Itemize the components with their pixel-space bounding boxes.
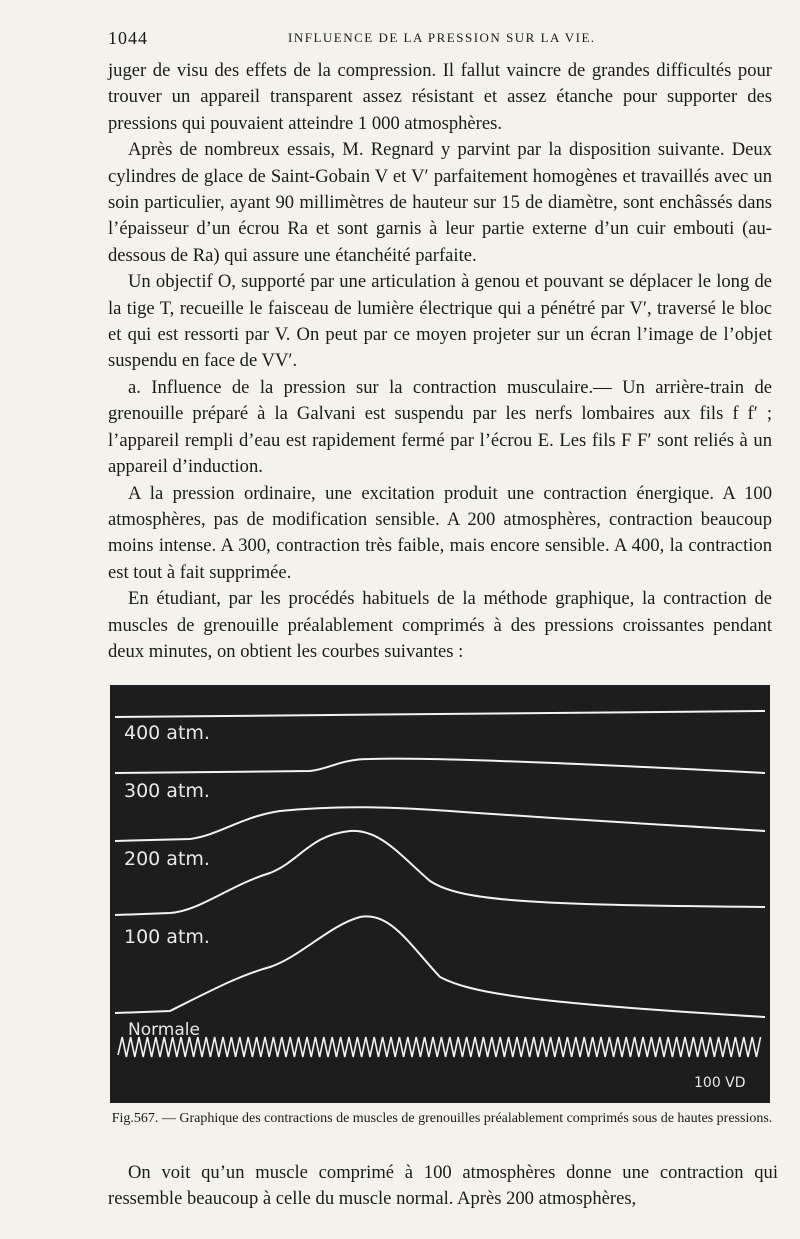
time-marker-label: 100 VD	[694, 1075, 746, 1091]
paragraph-6: En étudiant, par les procédés habituels de la méthode graphique, la contraction de muscles de grenouille préalablement comprimés à des pressions croissantes pendant deux minutes, on obtient les courbes suivantes :	[108, 588, 772, 662]
figure-caption	[110, 1110, 774, 1128]
paragraph-5: A la pression ordinaire, une excitation produit une contraction énergique. A 100 atmosphères, pas de modification sensible. A 200 atmosphères, contraction beaucoup moins intense. A 300, contraction très faible, mais encore sensible. A 400, la contraction est tout à fait supprimée.	[108, 482, 772, 583]
figure-number: Fig.567.	[111, 1111, 159, 1126]
caption-text: — Graphique des contractions de muscles de grenouilles préalablement comprimés sous de hautes pressions.	[161, 1111, 773, 1126]
continued-text	[108, 1160, 778, 1213]
label-400-atm: 400 atm.	[124, 722, 210, 744]
main-text	[108, 58, 772, 665]
paragraph-1: juger de visu des effets de la compression. Il fallut vaincre de grandes difficultés pour trouver un appareil transparent assez résistant et assez étanche pour supporter des pressions qui pouvaient atteindre 1 000 atmosphères.	[108, 60, 772, 134]
running-title: INFLUENCE DE LA PRESSION SUR LA VIE.	[288, 30, 596, 45]
page-number: 1044	[108, 28, 148, 48]
paragraph-2: Après de nombreux essais, M. Regnard y parvint par la disposition suivante. Deux cylindres de glace de Saint-Gobain V et V′ parfaitement homogènes et travaillés avec un soin particulier, ayant 90 millimètres de hauteur sur 15 de diamètre, sont enchâssés dans l’épaisseur d’un écrou Ra et sont garnis à leur partie externe d’un cuir embouti (au-dessous de Ra) qui assure une étanchéité parfaite.	[108, 139, 772, 266]
figure-graph	[110, 685, 770, 1103]
label-100-atm: 100 atm.	[124, 926, 210, 948]
paragraph-7: On voit qu’un muscle comprimé à 100 atmosphères donne une contraction qui ressemble beaucoup à celle du muscle normal. Après 200 atmosphères,	[108, 1162, 778, 1210]
label-normale: Normale	[128, 1020, 200, 1040]
label-200-atm: 200 atm.	[124, 848, 210, 870]
label-300-atm: 300 atm.	[124, 780, 210, 802]
paragraph-4: a. Influence de la pression sur la contraction musculaire.— Un arrière-train de grenouille préparé à la Galvani est suspendu par les nerfs lombaires aux fils f f′ ; l’appareil rempli d’eau est rapidement fermé par l’écrou E. Les fils F F′ sont reliés à un appareil d’induction.	[108, 376, 772, 478]
page-header	[108, 28, 760, 52]
contraction-curves	[110, 685, 770, 1103]
paragraph-3: Un objectif O, supporté par une articulation à genou et pouvant se déplacer le long de la tige T, recueille le faisceau de lumière électrique qui a pénétré par V′, traversé le bloc et qui est ressorti par V. On peut par ce moyen projeter sur un écran l’image de l’objet suspendu en face de VV′.	[108, 271, 772, 372]
